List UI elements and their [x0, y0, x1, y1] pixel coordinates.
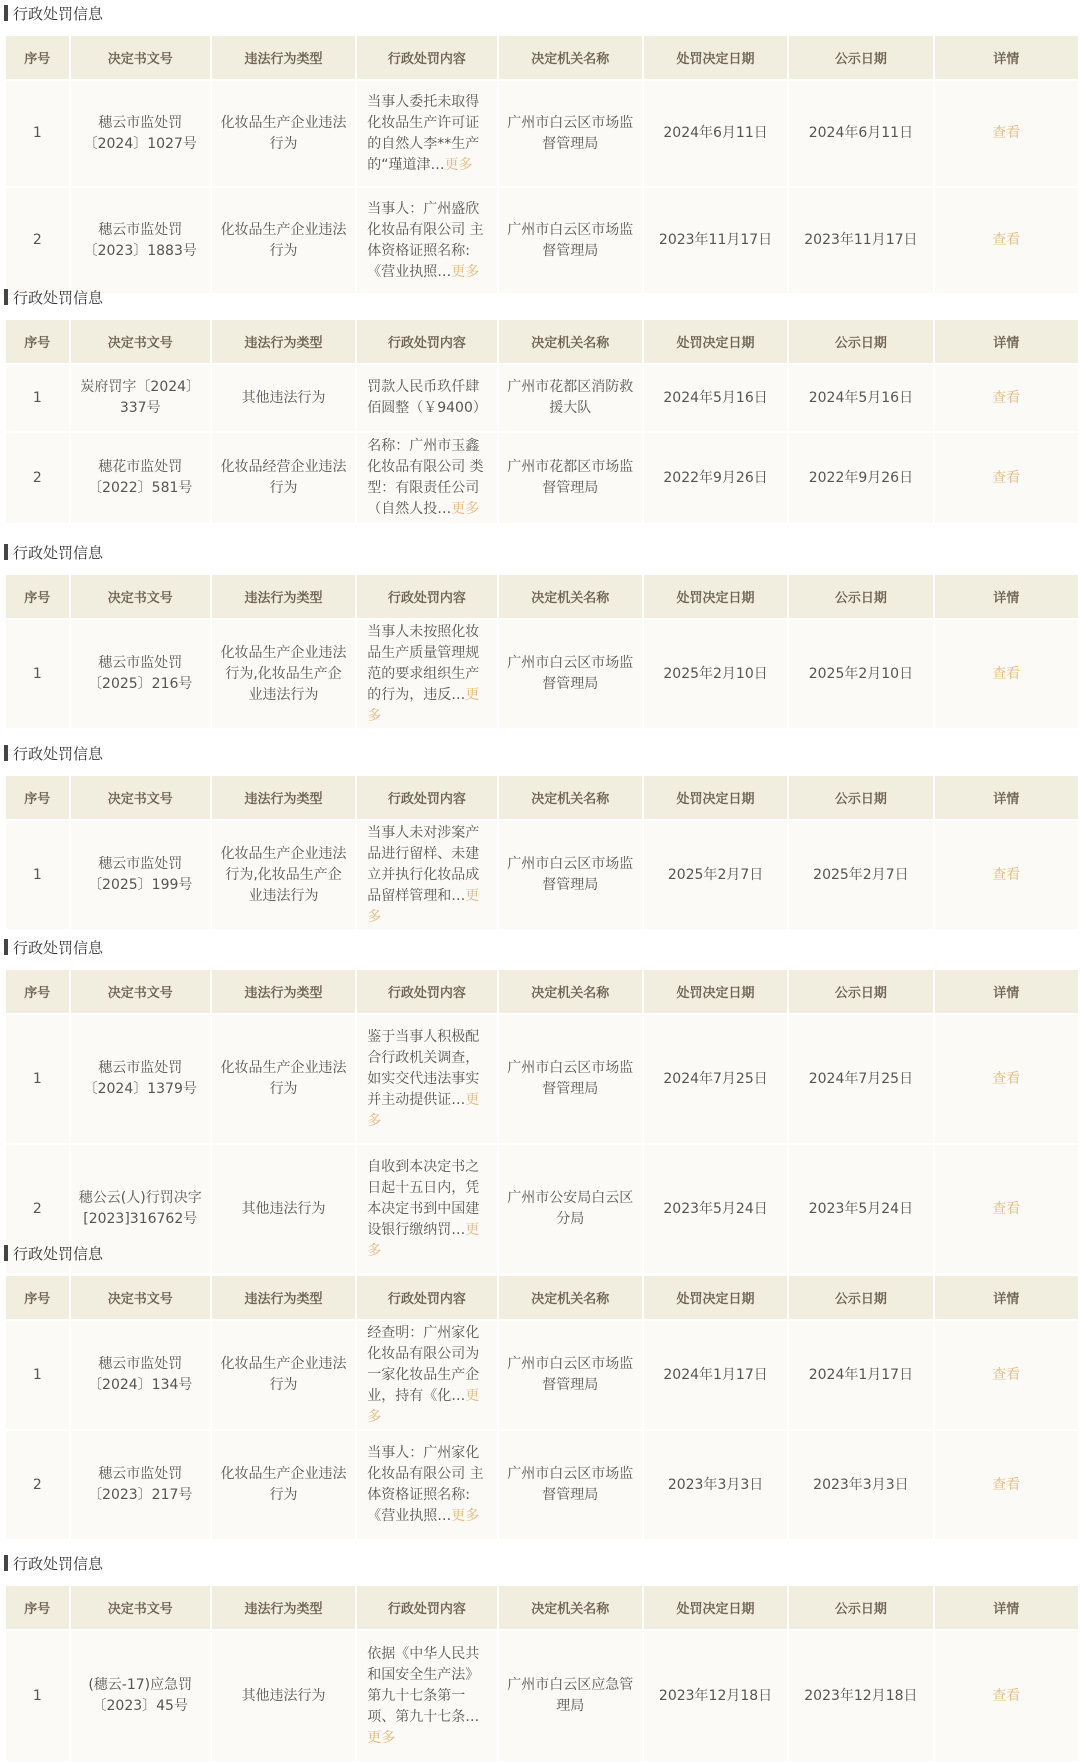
- header-penalty-content: 行政处罚内容: [357, 1586, 496, 1629]
- header-detail: 详情: [935, 36, 1078, 79]
- header-violation-type: 违法行为类型: [212, 575, 355, 618]
- cell-seq: 2: [6, 188, 69, 293]
- cell-authority: 广州市白云区市场监督管理局: [499, 1431, 642, 1539]
- header-decision-date: 处罚决定日期: [644, 320, 787, 363]
- section-title: [4, 284, 103, 310]
- cell-doc-no: 穗公云(人)行罚决字[2023]316762号: [71, 1145, 210, 1273]
- header-doc-no: 决定书文号: [71, 970, 210, 1013]
- cell-decision-date: 2024年1月17日: [644, 1321, 787, 1429]
- cell-authority: 广州市花都区消防救援大队: [499, 365, 642, 431]
- section-title-text: 行政处罚信息: [13, 1244, 104, 1263]
- header-violation-type: 违法行为类型: [212, 970, 355, 1013]
- header-seq: 序号: [6, 1586, 69, 1629]
- header-seq: 序号: [6, 36, 69, 79]
- cell-decision-date: 2024年5月16日: [644, 365, 787, 431]
- penalty-table: [4, 34, 1080, 295]
- penalty-content-text: 当事人：广州家化化妆品有限公司 主体资格证照名称:《营业执照…: [367, 1445, 484, 1524]
- header-row: [6, 776, 1078, 819]
- more-link[interactable]: 更多: [367, 1729, 396, 1746]
- header-publish-date: 公示日期: [789, 1276, 932, 1319]
- section-title-bar: [4, 745, 8, 761]
- cell-publish-date: 2022年9月26日: [789, 433, 932, 523]
- table-header: [6, 970, 1078, 1013]
- cell-violation-type: 化妆品生产企业违法行为,化妆品生产企业违法行为: [212, 821, 355, 929]
- section-title: [4, 1550, 103, 1576]
- cell-violation-type: 化妆品生产企业违法行为: [212, 1321, 355, 1429]
- cell-penalty-content: [357, 1015, 496, 1143]
- table-header: [6, 320, 1078, 363]
- cell-doc-no: 穗云市监处罚〔2023〕217号: [71, 1431, 210, 1539]
- cell-publish-date: 2024年1月17日: [789, 1321, 932, 1429]
- table-row: [6, 1631, 1078, 1761]
- table-header: [6, 776, 1078, 819]
- header-doc-no: 决定书文号: [71, 1586, 210, 1629]
- header-seq: 序号: [6, 970, 69, 1013]
- header-publish-date: 公示日期: [789, 320, 932, 363]
- penalty-table: [4, 1274, 1080, 1541]
- header-detail: 详情: [935, 776, 1078, 819]
- table-row: [6, 1321, 1078, 1429]
- cell-violation-type: 化妆品生产企业违法行为: [212, 81, 355, 186]
- header-decision-date: 处罚决定日期: [644, 36, 787, 79]
- header-penalty-content: 行政处罚内容: [357, 970, 496, 1013]
- cell-seq: 1: [6, 1321, 69, 1429]
- penalty-content-text: 鉴于当事人积极配合行政机关调查，如实交代违法事实并主动提供证…: [367, 1028, 480, 1108]
- table-row: [6, 821, 1078, 929]
- cell-detail: [935, 365, 1078, 431]
- cell-authority: 广州市白云区市场监督管理局: [499, 620, 642, 728]
- header-publish-date: 公示日期: [789, 36, 932, 79]
- cell-detail: [935, 188, 1078, 293]
- header-penalty-content: 行政处罚内容: [357, 575, 496, 618]
- header-row: [6, 320, 1078, 363]
- section-title-bar: [4, 544, 8, 560]
- section-title: [4, 1240, 103, 1266]
- cell-decision-date: 2024年6月11日: [644, 81, 787, 186]
- table-row: [6, 1145, 1078, 1273]
- more-link[interactable]: 更多: [367, 1221, 480, 1259]
- section-title-text: 行政处罚信息: [13, 938, 104, 957]
- cell-doc-no: 穗云市监处罚〔2025〕199号: [71, 821, 210, 929]
- view-detail-link[interactable]: 查看: [992, 1200, 1021, 1217]
- cell-detail: [935, 1631, 1078, 1761]
- header-penalty-content: 行政处罚内容: [357, 320, 496, 363]
- view-detail-link[interactable]: 查看: [992, 389, 1021, 406]
- header-row: [6, 1586, 1078, 1629]
- view-detail-link[interactable]: 查看: [992, 1476, 1021, 1493]
- cell-seq: 1: [6, 620, 69, 728]
- table-row: [6, 620, 1078, 728]
- cell-authority: 广州市白云区应急管理局: [499, 1631, 642, 1761]
- cell-violation-type: 化妆品生产企业违法行为: [212, 1015, 355, 1143]
- cell-decision-date: 2023年3月3日: [644, 1431, 787, 1539]
- cell-publish-date: 2023年11月17日: [789, 188, 932, 293]
- header-decision-date: 处罚决定日期: [644, 970, 787, 1013]
- cell-seq: 1: [6, 821, 69, 929]
- cell-detail: [935, 1015, 1078, 1143]
- cell-publish-date: 2023年12月18日: [789, 1631, 932, 1761]
- cell-violation-type: 化妆品生产企业违法行为: [212, 1431, 355, 1539]
- penalty-content-text: 经查明：广州家化化妆品有限公司为一家化妆品生产企业，持有《化…: [367, 1324, 480, 1404]
- table-row: [6, 433, 1078, 523]
- cell-penalty-content: [357, 81, 496, 186]
- more-link[interactable]: 更多: [367, 686, 480, 724]
- cell-doc-no: 穗云市监处罚〔2024〕1027号: [71, 81, 210, 186]
- header-detail: 详情: [935, 320, 1078, 363]
- cell-penalty-content: [357, 433, 496, 523]
- table-body: [6, 1321, 1078, 1539]
- view-detail-link[interactable]: 查看: [992, 469, 1021, 486]
- cell-penalty-content: [357, 188, 496, 293]
- penalty-table: [4, 1584, 1080, 1763]
- header-row: [6, 1276, 1078, 1319]
- header-row: [6, 36, 1078, 79]
- table-row: [6, 1431, 1078, 1539]
- table-body: [6, 81, 1078, 293]
- section-title-bar: [4, 1245, 8, 1261]
- header-authority: 决定机关名称: [499, 36, 642, 79]
- cell-seq: 1: [6, 1015, 69, 1143]
- cell-penalty-content: [357, 1321, 496, 1429]
- cell-violation-type: 化妆品经营企业违法行为: [212, 433, 355, 523]
- header-publish-date: 公示日期: [789, 970, 932, 1013]
- header-seq: 序号: [6, 776, 69, 819]
- header-decision-date: 处罚决定日期: [644, 1276, 787, 1319]
- header-penalty-content: 行政处罚内容: [357, 36, 496, 79]
- more-link[interactable]: 更多: [451, 501, 480, 517]
- header-authority: 决定机关名称: [499, 970, 642, 1013]
- cell-doc-no: 穗云市监处罚〔2024〕1379号: [71, 1015, 210, 1143]
- cell-detail: [935, 1321, 1078, 1429]
- header-doc-no: 决定书文号: [71, 320, 210, 363]
- penalty-table: [4, 318, 1080, 525]
- header-publish-date: 公示日期: [789, 575, 932, 618]
- cell-penalty-content: [357, 821, 496, 929]
- view-detail-link[interactable]: 查看: [992, 866, 1021, 883]
- section-title-text: 行政处罚信息: [13, 1554, 104, 1573]
- header-doc-no: 决定书文号: [71, 776, 210, 819]
- penalty-content-text: 当事人未对涉案产品进行留样、未建立并执行化妆品成品留样管理和…: [367, 824, 480, 904]
- section-title-bar: [4, 939, 8, 955]
- header-publish-date: 公示日期: [789, 1586, 932, 1629]
- cell-doc-no: (穗云-17)应急罚〔2023〕45号: [71, 1631, 210, 1761]
- cell-publish-date: 2023年3月3日: [789, 1431, 932, 1539]
- penalty-content-text: 依据《中华人民共和国安全生产法》第九十七条第一项、第九十七条…: [367, 1645, 480, 1725]
- header-authority: 决定机关名称: [499, 320, 642, 363]
- header-authority: 决定机关名称: [499, 575, 642, 618]
- cell-seq: 2: [6, 433, 69, 523]
- view-detail-link[interactable]: 查看: [992, 232, 1021, 248]
- more-link[interactable]: 更多: [451, 1508, 480, 1524]
- header-authority: 决定机关名称: [499, 1276, 642, 1319]
- cell-decision-date: 2023年12月18日: [644, 1631, 787, 1761]
- penalty-table: [4, 573, 1080, 730]
- section-title-bar: [4, 289, 8, 305]
- table-body: [6, 821, 1078, 929]
- cell-publish-date: 2024年7月25日: [789, 1015, 932, 1143]
- section-title: [4, 934, 103, 960]
- section-title-bar: [4, 5, 8, 21]
- view-detail-link[interactable]: 查看: [992, 1687, 1021, 1704]
- penalty-content-text: 当事人：广州盛欣化妆品有限公司 主体资格证照名称:《营业执照…: [367, 200, 484, 280]
- section-title: [4, 740, 103, 766]
- header-decision-date: 处罚决定日期: [644, 776, 787, 819]
- header-decision-date: 处罚决定日期: [644, 575, 787, 618]
- table-row: [6, 81, 1078, 186]
- cell-seq: 1: [6, 81, 69, 186]
- cell-doc-no: 穗云市监处罚〔2024〕134号: [71, 1321, 210, 1429]
- header-authority: 决定机关名称: [499, 1586, 642, 1629]
- header-penalty-content: 行政处罚内容: [357, 1276, 496, 1319]
- header-seq: 序号: [6, 1276, 69, 1319]
- cell-publish-date: 2025年2月10日: [789, 620, 932, 728]
- more-link[interactable]: 更多: [367, 1387, 480, 1425]
- cell-authority: 广州市白云区市场监督管理局: [499, 1015, 642, 1143]
- cell-publish-date: 2025年2月7日: [789, 821, 932, 929]
- cell-publish-date: 2024年6月11日: [789, 81, 932, 186]
- cell-authority: 广州市公安局白云区分局: [499, 1145, 642, 1273]
- table-header: [6, 1276, 1078, 1319]
- cell-detail: [935, 1145, 1078, 1273]
- more-link[interactable]: 更多: [451, 263, 480, 280]
- header-detail: 详情: [935, 970, 1078, 1013]
- view-detail-link[interactable]: 查看: [992, 665, 1021, 682]
- cell-decision-date: 2025年2月10日: [644, 620, 787, 728]
- table-row: [6, 188, 1078, 293]
- header-doc-no: 决定书文号: [71, 575, 210, 618]
- table-header: [6, 575, 1078, 618]
- table-body: [6, 1015, 1078, 1273]
- header-violation-type: 违法行为类型: [212, 1276, 355, 1319]
- cell-detail: [935, 821, 1078, 929]
- cell-seq: 2: [6, 1431, 69, 1539]
- cell-penalty-content: [357, 365, 496, 431]
- cell-seq: 1: [6, 365, 69, 431]
- cell-violation-type: 化妆品生产企业违法行为: [212, 188, 355, 293]
- table-body: [6, 620, 1078, 728]
- penalty-content-text: 罚款人民币玖仟肆佰圆整（￥9400）: [367, 379, 487, 416]
- cell-decision-date: 2023年11月17日: [644, 188, 787, 293]
- header-authority: 决定机关名称: [499, 776, 642, 819]
- header-detail: 详情: [935, 1276, 1078, 1319]
- section-title-bar: [4, 1555, 8, 1571]
- section-title: [4, 0, 103, 26]
- header-violation-type: 违法行为类型: [212, 1586, 355, 1629]
- table-body: [6, 1631, 1078, 1761]
- header-row: [6, 575, 1078, 618]
- cell-doc-no: 穗云市监处罚〔2023〕1883号: [71, 188, 210, 293]
- cell-seq: 1: [6, 1631, 69, 1761]
- cell-decision-date: 2023年5月24日: [644, 1145, 787, 1273]
- cell-violation-type: 其他违法行为: [212, 365, 355, 431]
- cell-detail: [935, 620, 1078, 728]
- cell-decision-date: 2025年2月7日: [644, 821, 787, 929]
- header-seq: 序号: [6, 575, 69, 618]
- header-doc-no: 决定书文号: [71, 1276, 210, 1319]
- view-detail-link[interactable]: 查看: [992, 1366, 1021, 1383]
- penalty-content-text: 自收到本决定书之日起十五日内，凭本决定书到中国建设银行缴纳罚…: [367, 1158, 480, 1238]
- header-detail: 详情: [935, 575, 1078, 618]
- header-doc-no: 决定书文号: [71, 36, 210, 79]
- cell-doc-no: 炭府罚字〔2024〕337号: [71, 365, 210, 431]
- section-title-text: 行政处罚信息: [13, 543, 104, 562]
- more-link[interactable]: 更多: [444, 156, 473, 173]
- cell-authority: 广州市白云区市场监督管理局: [499, 81, 642, 186]
- header-seq: 序号: [6, 320, 69, 363]
- header-detail: 详情: [935, 1586, 1078, 1629]
- table-header: [6, 1586, 1078, 1629]
- cell-authority: 广州市白云区市场监督管理局: [499, 821, 642, 929]
- penalty-table: [4, 774, 1080, 931]
- header-violation-type: 违法行为类型: [212, 320, 355, 363]
- more-link[interactable]: 更多: [367, 887, 480, 925]
- table-row: [6, 1015, 1078, 1143]
- cell-authority: 广州市花都区市场监督管理局: [499, 433, 642, 523]
- cell-violation-type: 其他违法行为: [212, 1631, 355, 1761]
- cell-detail: [935, 81, 1078, 186]
- penalty-table: [4, 968, 1080, 1275]
- cell-publish-date: 2024年5月16日: [789, 365, 932, 431]
- header-row: [6, 970, 1078, 1013]
- more-link[interactable]: 更多: [367, 1091, 480, 1129]
- section-title-text: 行政处罚信息: [13, 4, 104, 23]
- cell-violation-type: 化妆品生产企业违法行为,化妆品生产企业违法行为: [212, 620, 355, 728]
- section-title-text: 行政处罚信息: [13, 288, 104, 307]
- cell-detail: [935, 433, 1078, 523]
- table-body: [6, 365, 1078, 523]
- cell-penalty-content: [357, 1145, 496, 1273]
- header-penalty-content: 行政处罚内容: [357, 776, 496, 819]
- cell-doc-no: 穗云市监处罚〔2025〕216号: [71, 620, 210, 728]
- section-title-text: 行政处罚信息: [13, 744, 104, 763]
- header-violation-type: 违法行为类型: [212, 36, 355, 79]
- penalty-content-text: 当事人委托未取得化妆品生产许可证的自然人李**生产的“瑾道津…: [367, 93, 480, 173]
- cell-authority: 广州市白云区市场监督管理局: [499, 188, 642, 293]
- cell-doc-no: 穗花市监处罚〔2022〕581号: [71, 433, 210, 523]
- cell-penalty-content: [357, 620, 496, 728]
- penalty-content-text: 名称：广州市玉鑫化妆品有限公司 类型：有限责任公司（自然人投…: [367, 438, 484, 517]
- penalty-content-text: 当事人未按照化妆品生产质量管理规范的要求组织生产的行为，违反…: [367, 623, 480, 703]
- cell-violation-type: 其他违法行为: [212, 1145, 355, 1273]
- section-title: [4, 539, 103, 565]
- cell-penalty-content: [357, 1431, 496, 1539]
- cell-penalty-content: [357, 1631, 496, 1761]
- header-decision-date: 处罚决定日期: [644, 1586, 787, 1629]
- cell-authority: 广州市白云区市场监督管理局: [499, 1321, 642, 1429]
- cell-decision-date: 2022年9月26日: [644, 433, 787, 523]
- header-publish-date: 公示日期: [789, 776, 932, 819]
- cell-decision-date: 2024年7月25日: [644, 1015, 787, 1143]
- view-detail-link[interactable]: 查看: [992, 1070, 1021, 1087]
- cell-publish-date: 2023年5月24日: [789, 1145, 932, 1273]
- table-header: [6, 36, 1078, 79]
- table-row: [6, 365, 1078, 431]
- cell-seq: 2: [6, 1145, 69, 1273]
- view-detail-link[interactable]: 查看: [992, 125, 1021, 141]
- cell-detail: [935, 1431, 1078, 1539]
- header-violation-type: 违法行为类型: [212, 776, 355, 819]
